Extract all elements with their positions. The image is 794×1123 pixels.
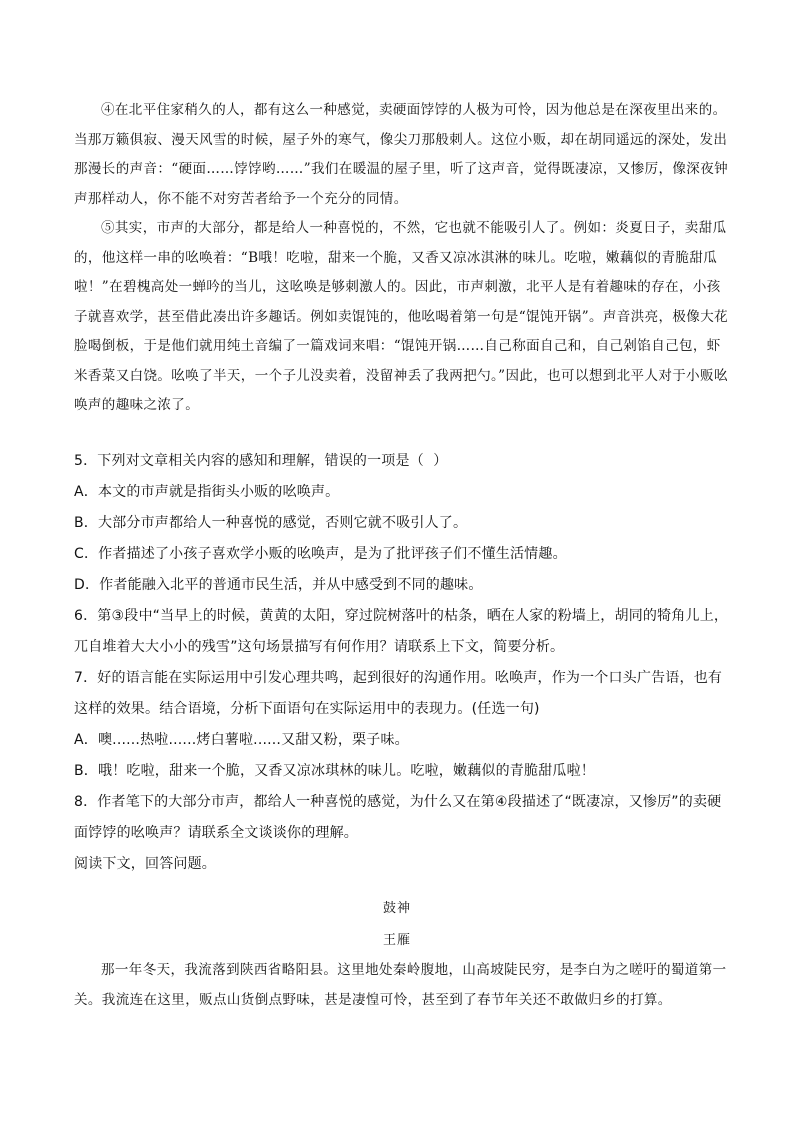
question-6: 6．第③段中“当早上的时候，黄黄的太阳，穿过院树落叶的枯条，晒在人家的粉墙上，胡同的犄角儿上，兀自堆着大大小小的残雪”这句场景描写有何作用？请联系上下文，简要分析。	[74, 608, 729, 655]
question-7: 7．好的语言能在实际运用中引发心理共鸣，起到很好的沟通作用。吆唤声，作为一个口头广告语，也有这样的效果。结合语境，分析下面语句在实际运用中的表现力。(任选一句)	[74, 670, 723, 717]
story-title: 鼓神	[382, 901, 411, 916]
passage-section	[74, 96, 734, 421]
question-5-option-d: D．作者能融入北平的普通市民生活，并从中感受到不同的趣味。	[74, 577, 483, 593]
story-author: 王雁	[382, 933, 411, 948]
story-paragraph: 那一年冬天，我流落到陕西省略阳县。这里地处秦岭腹地，山高坡陡民穷，是李白为之嗟吁的蜀道第一关。我流连在这里，贩点山货倒点野味，甚是凄惶可怜，甚至到了春节年关还不敢做归乡的打算。	[74, 962, 727, 1008]
question-7-option-a: A．噢......热啦......烤白薯啦......又甜又粉，栗子味。	[74, 732, 409, 748]
passage-paragraph-5: ⑤其实，市声的大部分，都是给人一种喜悦的，不然，它也就不能吸引人了。例如：炎夏日子，卖甜瓜的，他这样一串的吆唤着：“B哦！吃啦，甜来一个脆，又香又凉冰淇淋的味儿。吃啦，嫩藕似的青脆甜瓜啦！”在碧槐高处一蝉吟的当儿，这吆唤是够刺激人的。因此，市声刺激，北平人是有着趣味的存在，小孩子就喜欢学，甚至借此凑出许多趣话。例如卖馄饨的，他吆喝着第一句是“馄饨开锅”。声音洪亮，极像大花脸喝倒板，于是他们就用纯土音编了一篇戏词来唱：“馄饨开锅……自己称面自己和，自己剁馅自己包，虾米香菜又白饶。吆唤了半天，一个子儿没卖着，没留神丢了我两把勺。”因此，也可以想到北平人对于小贩吆唤声的趣味之浓了。	[74, 220, 729, 413]
reading-instruction: 阅读下文，回答问题。	[74, 856, 216, 872]
question-8: 8．作者笔下的大部分市声，都给人一种喜悦的感觉，为什么又在第④段描述了“既凄凉，又惨厉”的卖硬面饽饽的吆唤声？请联系全文谈谈你的理解。	[74, 794, 722, 841]
question-5-option-a: A．本文的市声就是指街头小贩的吆唤声。	[74, 484, 340, 500]
question-7-option-b: B．哦！吃啦，甜来一个脆，又香又凉冰琪林的味儿。吃啦，嫩藕似的青脆甜瓜啦！	[74, 763, 596, 779]
questions-section	[74, 446, 734, 880]
question-5-option-b: B．大部分市声都给人一种喜悦的感觉，否则它就不吸引人了。	[74, 515, 468, 531]
question-5: 5．下列对文章相关内容的感知和理解，错误的一项是（ ）	[74, 453, 448, 469]
passage-paragraph-4: ④在北平住家稍久的人，都有这么一种感觉，卖硬面饽饽的人极为可怜，因为他总是在深夜里出来的。当那万籁俱寂、漫天风雪的时候，屋子外的寒气，像尖刀那般刺人。这位小贩，却在胡同遥远的深处，发出那漫长的声音：“硬面……饽饽哟……”我们在暖温的屋子里，听了这声音，觉得既凄凉，又惨厉，像深夜钟声那样动人，你不能不对穷苦者给予一个充分的同情。	[74, 102, 729, 207]
story-section	[74, 956, 734, 1015]
question-5-option-c: C．作者描述了小孩子喜欢学小贩的吆唤声，是为了批评孩子们不懂生活情趣。	[74, 546, 567, 562]
